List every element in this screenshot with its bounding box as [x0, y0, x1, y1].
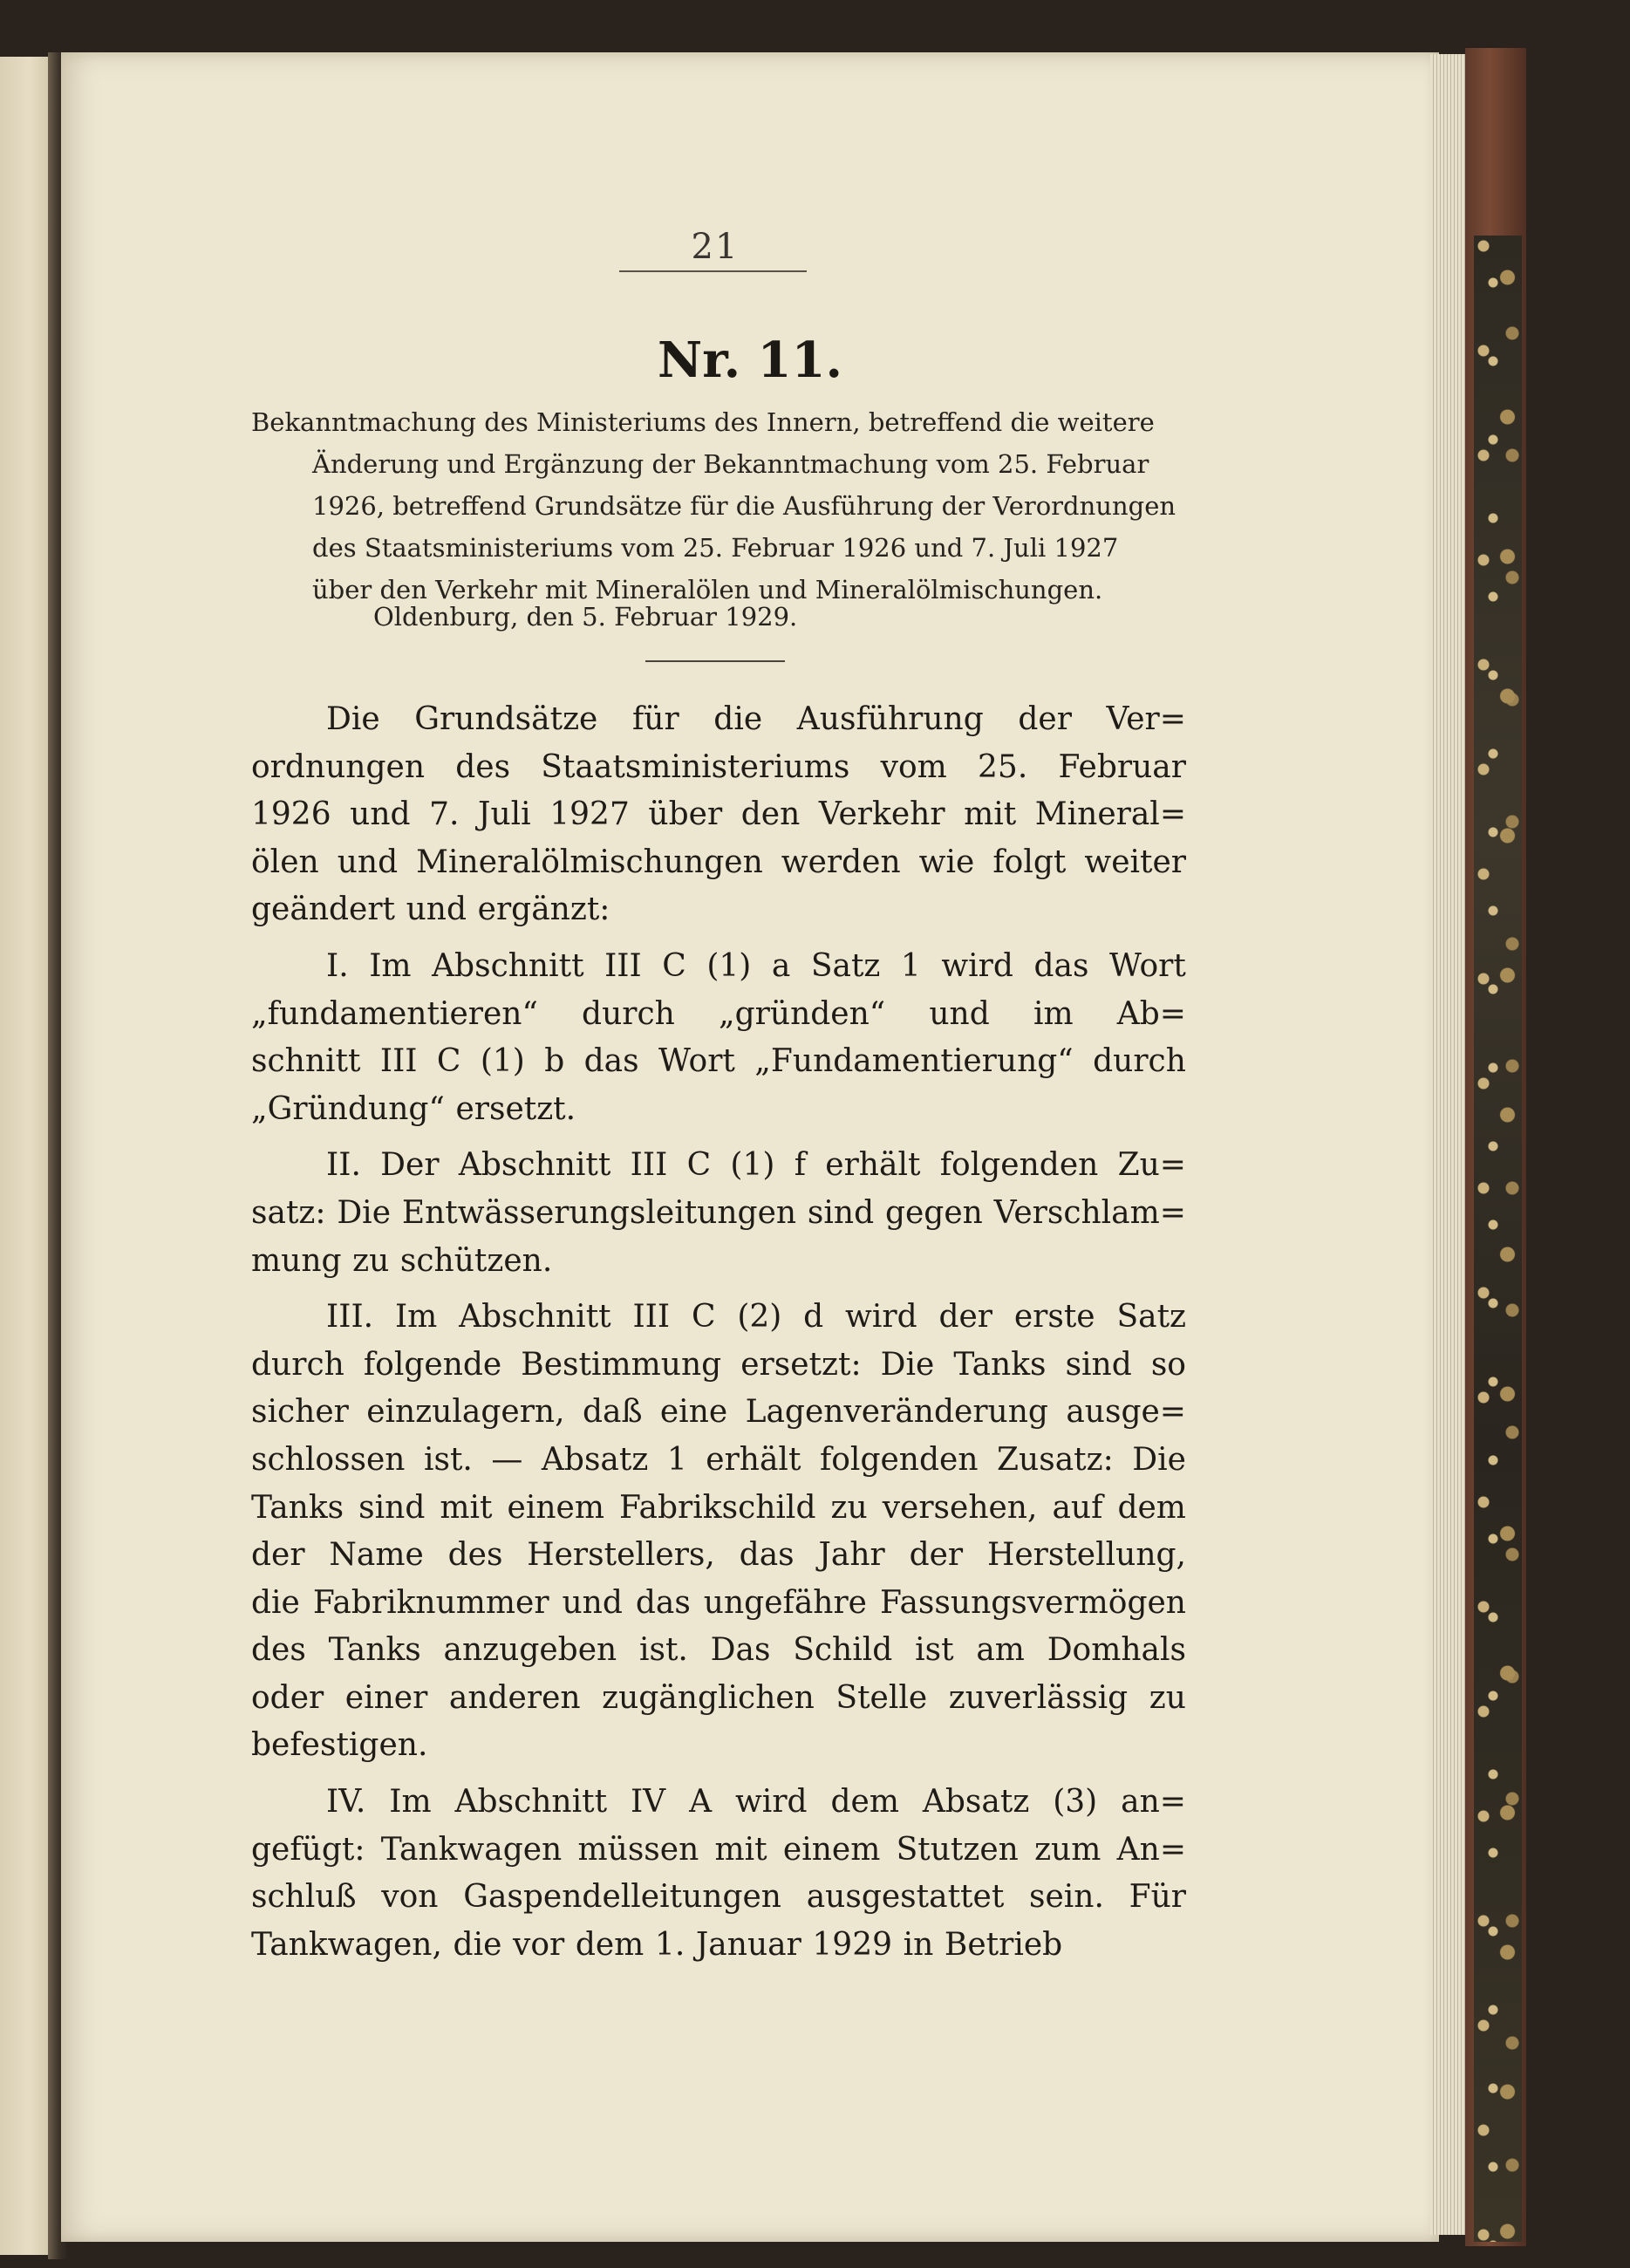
word: „Gründung“ [251, 1090, 445, 1127]
word: 1 [900, 947, 921, 984]
word: ist. [638, 1632, 688, 1669]
word: mung [251, 1242, 342, 1279]
word: Abschnitt [459, 1299, 611, 1336]
page-block-edges [1430, 54, 1465, 2235]
word: 7. [429, 796, 460, 833]
word: C [686, 1147, 712, 1184]
word: 1929 [812, 1926, 893, 1963]
word: erste [1013, 1299, 1095, 1336]
word: geändert [251, 891, 396, 928]
word: Die [880, 1346, 935, 1383]
text-line [251, 1086, 1186, 1134]
word: durch [582, 995, 675, 1032]
word: III. [326, 1299, 374, 1336]
word: ordnungen [251, 748, 426, 785]
text-line [251, 886, 1186, 934]
text-line [251, 1142, 1186, 1190]
word: Zusatz: [997, 1441, 1114, 1478]
word: „fundamentieren“ [251, 995, 538, 1032]
word: Februar [1058, 748, 1186, 785]
word: schnitt [251, 1043, 361, 1080]
word: ersetzt. [455, 1090, 576, 1127]
word: f [794, 1147, 807, 1184]
word: Im [389, 1784, 432, 1821]
text-line [251, 1779, 1186, 1827]
word: Satz [1116, 1299, 1186, 1336]
word: zu [1149, 1679, 1186, 1716]
word: Ausführung [796, 701, 984, 737]
paragraph [251, 696, 1186, 934]
date-line: Oldenburg, den 5. Februar 1929. [373, 602, 798, 632]
word: II. [326, 1147, 361, 1184]
word: zum [1034, 1831, 1101, 1868]
word: wie [918, 844, 975, 880]
word: Stelle [835, 1679, 928, 1716]
word: 1927 [549, 796, 630, 833]
paragraph [251, 943, 1186, 1133]
word: 1. [654, 1926, 685, 1963]
word: ausgestattet [806, 1879, 1005, 1916]
word: schluß [251, 1879, 357, 1916]
word: der [1018, 701, 1072, 737]
word: befestigen. [251, 1727, 428, 1764]
word: über [648, 796, 723, 833]
word: „gründen“ [718, 995, 886, 1032]
paragraph [251, 1294, 1186, 1770]
word: (2) [737, 1299, 782, 1336]
text-line [251, 791, 1186, 839]
word: von [381, 1879, 439, 1916]
word: sind [807, 1194, 875, 1231]
word: einem [507, 1489, 604, 1526]
document-heading: Nr. 11. [658, 331, 842, 389]
word: zu [830, 1489, 868, 1526]
text-line [251, 1532, 1186, 1580]
word: dem [830, 1784, 899, 1821]
word: zuverlässig [948, 1679, 1129, 1716]
word: wird [941, 947, 1013, 984]
word: Ver= [1106, 701, 1186, 737]
word: Tankwagen [380, 1831, 563, 1868]
title-line: über den Verkehr mit Mineralölen und Mineralölmischungen. [312, 575, 1103, 605]
word: die [453, 1926, 502, 1963]
word: b [544, 1043, 565, 1080]
word: Juli [478, 796, 531, 833]
word: mit [714, 1831, 767, 1868]
word: Der [380, 1147, 440, 1184]
word: des [251, 1632, 306, 1669]
paragraph-gap [251, 934, 1186, 943]
word: Tanks [328, 1632, 421, 1669]
word: — [491, 1441, 523, 1478]
word: C [662, 947, 686, 984]
word: auf [1052, 1489, 1103, 1526]
word: des [455, 748, 511, 785]
word: ausge= [1066, 1394, 1186, 1431]
word: Entwässerungsleitungen [401, 1194, 797, 1231]
word: durch [1093, 1043, 1186, 1080]
word: a [771, 947, 791, 984]
word: an= [1121, 1784, 1186, 1821]
paragraph [251, 1779, 1186, 1969]
word: Im [369, 947, 412, 984]
word: Fabriknummer [312, 1584, 549, 1621]
body-text [251, 696, 1186, 1969]
word: Satz [810, 947, 881, 984]
text-line [251, 943, 1186, 991]
word: Tankwagen, [251, 1926, 442, 1963]
text-line [251, 1190, 1186, 1238]
text-line [251, 744, 1186, 792]
word: IV [630, 1784, 666, 1821]
text-line [251, 1238, 1186, 1286]
word: durch [251, 1346, 344, 1383]
word: C [436, 1043, 461, 1080]
word: des [447, 1537, 503, 1574]
word: der [251, 1537, 305, 1574]
marbled-cover [1474, 236, 1522, 2242]
text-line [251, 1922, 1186, 1970]
word: Lagenveränderung [745, 1394, 1048, 1431]
word: daß [582, 1394, 643, 1431]
word: versehen, [882, 1489, 1038, 1526]
separator-rule [645, 660, 785, 662]
word: eine [659, 1394, 728, 1431]
word: Wort [1108, 947, 1186, 984]
word: Mineral= [1034, 796, 1186, 833]
word: für [631, 701, 679, 737]
page-number: 21 [691, 227, 740, 267]
word: III [632, 1299, 671, 1336]
word: schlossen [251, 1441, 406, 1478]
word: sein. [1029, 1879, 1104, 1916]
word: einzulagern, [366, 1394, 565, 1431]
word: sind [1065, 1346, 1132, 1383]
word: in [903, 1926, 934, 1963]
word: und [562, 1584, 623, 1621]
title-line: des Staatsministeriums vom 25. Februar 1926 und 7. Juli 1927 [312, 533, 1119, 563]
word: gegen [884, 1194, 983, 1231]
word: ist [915, 1632, 954, 1669]
word: Im [394, 1299, 438, 1336]
text-line [251, 1675, 1186, 1723]
word: Die [1132, 1441, 1186, 1478]
word: anderen [448, 1679, 581, 1716]
word: Januar [695, 1926, 801, 1963]
word: das [635, 1584, 691, 1621]
word: sind [358, 1489, 426, 1526]
word: An= [1116, 1831, 1186, 1868]
word: Gaspendelleitungen [463, 1879, 781, 1916]
word: sicher [251, 1394, 349, 1431]
word: 25. [978, 748, 1028, 785]
word: Ab= [1116, 995, 1186, 1032]
word: werden [781, 844, 901, 880]
text-line [251, 1294, 1186, 1342]
word: Abschnitt [454, 1784, 608, 1821]
word: die [251, 1584, 300, 1621]
text-line [251, 1627, 1186, 1675]
word: der [909, 1537, 964, 1574]
word: Bestimmung [521, 1346, 722, 1383]
word: einer [344, 1679, 428, 1716]
word: Tanks [953, 1346, 1047, 1383]
word: ist. [423, 1441, 473, 1478]
word: Zu= [1117, 1147, 1186, 1184]
word: Tanks [251, 1489, 344, 1526]
word: Verschlam= [993, 1194, 1186, 1231]
word: das [1033, 947, 1089, 984]
page-number-rule [619, 270, 807, 272]
word: der [938, 1299, 993, 1336]
word: weiter [1084, 844, 1186, 880]
word: Abschnitt [432, 947, 584, 984]
word: folgenden [939, 1147, 1099, 1184]
word: am [976, 1632, 1025, 1669]
word: Schild [793, 1632, 893, 1669]
word: 1926 [251, 796, 331, 833]
word: wird [845, 1299, 917, 1336]
word: A [689, 1784, 713, 1821]
word: C [691, 1299, 716, 1336]
word: anzugeben [443, 1632, 617, 1669]
text-line [251, 991, 1186, 1039]
text-line [251, 1437, 1186, 1485]
word: Jahr [818, 1537, 885, 1574]
word: ersetzt: [740, 1346, 862, 1383]
word: III [604, 947, 642, 984]
word: ergänzt: [477, 891, 610, 928]
text-line [251, 1342, 1186, 1390]
word: ungefähre [703, 1584, 867, 1621]
word: satz: [251, 1194, 326, 1231]
word: (1) [706, 947, 752, 984]
word: 1 [666, 1441, 687, 1478]
word: Mineralölmischungen [416, 844, 763, 880]
word: dem [575, 1926, 644, 1963]
word: Die [326, 701, 380, 737]
word: erhält [706, 1441, 801, 1478]
text-line [251, 839, 1186, 887]
word: dem [1117, 1489, 1186, 1526]
word: Absatz [541, 1441, 649, 1478]
word: Staatsministeriums [541, 748, 850, 785]
word: und [929, 995, 990, 1032]
word: schützen. [399, 1242, 553, 1279]
word: vor [513, 1926, 565, 1963]
word: ölen [251, 844, 319, 880]
text-line [251, 696, 1186, 744]
word: Betrieb [944, 1926, 1063, 1963]
paragraph [251, 1142, 1186, 1285]
word: so [1150, 1346, 1186, 1383]
word: die [713, 701, 763, 737]
word: „Fundamentierung“ [754, 1043, 1074, 1080]
word: Für [1129, 1879, 1186, 1916]
word: III [379, 1043, 418, 1080]
word: gefügt: [251, 1831, 365, 1868]
text-line [251, 1580, 1186, 1628]
word: Die [337, 1194, 391, 1231]
word: im [1033, 995, 1074, 1032]
text-line [251, 1038, 1186, 1086]
word: vom [880, 748, 947, 785]
word: III [630, 1147, 668, 1184]
word: wird [734, 1784, 808, 1821]
text-line [251, 1827, 1186, 1875]
word: (1) [730, 1147, 775, 1184]
word: folgenden [819, 1441, 979, 1478]
text-line [251, 1485, 1186, 1533]
word: zugänglichen [602, 1679, 815, 1716]
word: und [337, 844, 399, 880]
word: folgende [363, 1346, 502, 1383]
word: folgt [992, 844, 1067, 880]
word: zu [352, 1242, 390, 1279]
word: d [803, 1299, 824, 1336]
word: Wort [658, 1043, 735, 1080]
left-page-edge [0, 57, 54, 2255]
word: (1) [480, 1043, 525, 1080]
paragraph-gap [251, 1285, 1186, 1294]
title-line: Änderung und Ergänzung der Bekanntmachung vom 25. Februar [312, 449, 1149, 479]
word: Grundsätze [414, 701, 598, 737]
word: IV. [326, 1784, 366, 1821]
paragraph-gap [251, 1133, 1186, 1142]
word: einem [782, 1831, 881, 1868]
paragraph-gap [251, 1770, 1186, 1779]
word: und [406, 891, 467, 928]
word: und [350, 796, 411, 833]
word: erhält [825, 1147, 921, 1184]
word: Stutzen [896, 1831, 1019, 1868]
word: oder [251, 1679, 324, 1716]
book-page [61, 52, 1439, 2242]
word: mit [964, 796, 1017, 833]
title-line: Bekanntmachung des Ministeriums des Innern, betreffend die weitere [251, 407, 1155, 437]
word: Fabrikschild [619, 1489, 816, 1526]
word: I. [326, 947, 349, 984]
word: Herstellung, [986, 1537, 1186, 1574]
word: das [739, 1537, 795, 1574]
word: (3) [1053, 1784, 1098, 1821]
word: müssen [577, 1831, 699, 1868]
word: den [740, 796, 801, 833]
word: Absatz [922, 1784, 1030, 1821]
announcement-title [251, 401, 1193, 611]
word: Herstellers, [527, 1537, 715, 1574]
text-line [251, 1722, 1186, 1770]
word: Abschnitt [458, 1147, 611, 1184]
word: Name [329, 1537, 424, 1574]
title-line: 1926, betreffend Grundsätze für die Ausführung der Verordnungen [312, 491, 1176, 521]
word: Das [710, 1632, 771, 1669]
text-line [251, 1389, 1186, 1437]
word: Domhals [1047, 1632, 1186, 1669]
word: das [583, 1043, 639, 1080]
word: Fassungsvermögen [879, 1584, 1186, 1621]
text-line [251, 1874, 1186, 1922]
word: mit [440, 1489, 493, 1526]
word: Verkehr [818, 796, 945, 833]
